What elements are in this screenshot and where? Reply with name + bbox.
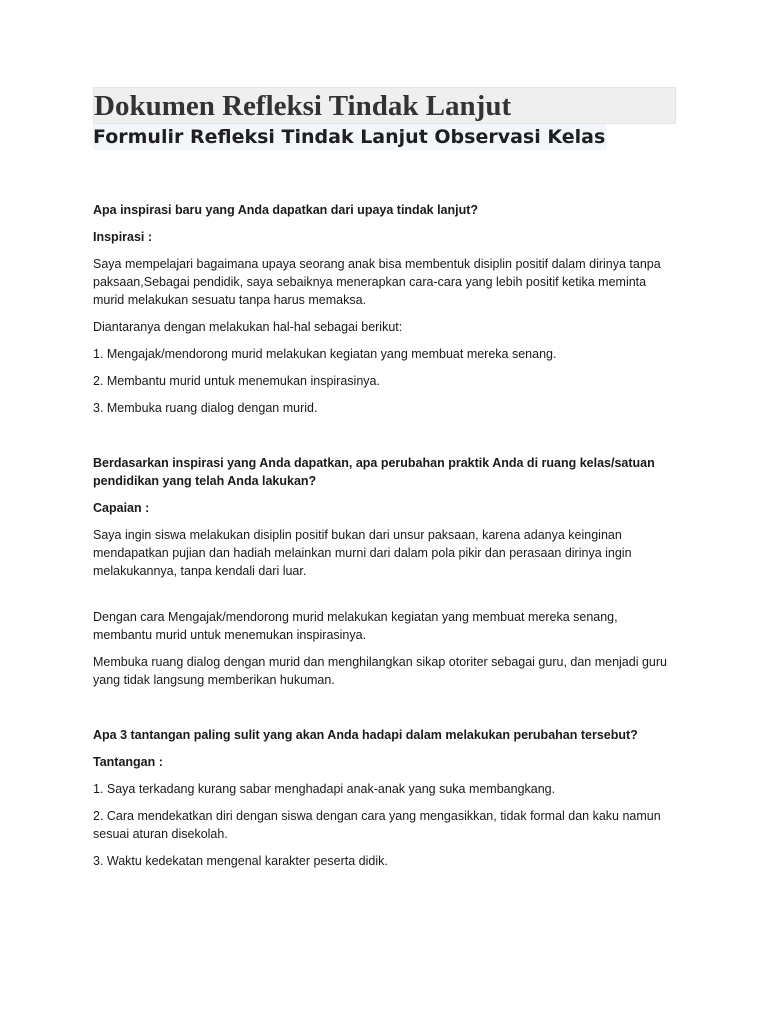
paragraph-capaian-3: Membuka ruang dialog dengan murid dan menghilangkan sikap otoriter sebagai guru, dan menjadi guru yang tidak langsung memberikan hukuman. [93,655,667,687]
question-tantangan: Apa 3 tantangan paling sulit yang akan Anda hadapi dalam melakukan perubahan tersebut? [93,728,638,742]
section-capaian [93,454,676,689]
list-item: 2. Cara mendekatkan diri dengan siswa dengan cara yang mengasikkan, tidak formal dan kaku namun sesuai aturan disekolah. [93,809,661,841]
label-capaian: Capaian : [93,501,150,515]
list-item: 1. Saya terkadang kurang sabar menghadapi anak-anak yang suka membangkang. [93,782,556,796]
label-inspirasi: Inspirasi : [93,230,153,244]
section-inspirasi [93,201,676,417]
document-page [93,87,676,870]
document-title: Dokumen Refleksi Tindak Lanjut [93,87,676,124]
intro-list: Diantaranya dengan melakukan hal-hal sebagai berikut: [93,320,403,334]
list-item: 3. Waktu kedekatan mengenal karakter peserta didik. [93,854,388,868]
paragraph-inspirasi: Saya mempelajari bagaimana upaya seorang anak bisa membentuk disiplin positif dalam dirinya tanpa paksaan,Sebagai pendidik, saya sebaiknya menerapkan cara-cara yang lebih positif ketika meminta murid melakukan sesuatu tanpa harus memaksa. [93,257,661,307]
paragraph-capaian-1: Saya ingin siswa melakukan disiplin positif bukan dari unsur paksaan, karena adanya keinginan mendapatkan pujian dan hadiah melainkan murni dari dalam pola pikir dan perasaan dirinya ingin melakukannya, tanpa kendali dari luar. [93,528,632,578]
question-inspirasi: Apa inspirasi baru yang Anda dapatkan dari upaya tindak lanjut? [93,203,479,217]
document-subtitle: Formulir Refleksi Tindak Lanjut Observasi Kelas [93,126,606,148]
paragraph-capaian-2: Dengan cara Mengajak/mendorong murid melakukan kegiatan yang membuat mereka senang, membantu murid untuk menemukan inspirasinya. [93,610,618,642]
list-item: 2. Membantu murid untuk menemukan inspirasinya. [93,374,380,388]
section-tantangan [93,726,676,870]
question-capaian: Berdasarkan inspirasi yang Anda dapatkan, apa perubahan praktik Anda di ruang kelas/satuan pendidikan yang telah Anda lakukan? [93,456,655,488]
list-item: 1. Mengajak/mendorong murid melakukan kegiatan yang membuat mereka senang. [93,347,557,361]
label-tantangan: Tantangan : [93,755,163,769]
list-item: 3. Membuka ruang dialog dengan murid. [93,401,318,415]
